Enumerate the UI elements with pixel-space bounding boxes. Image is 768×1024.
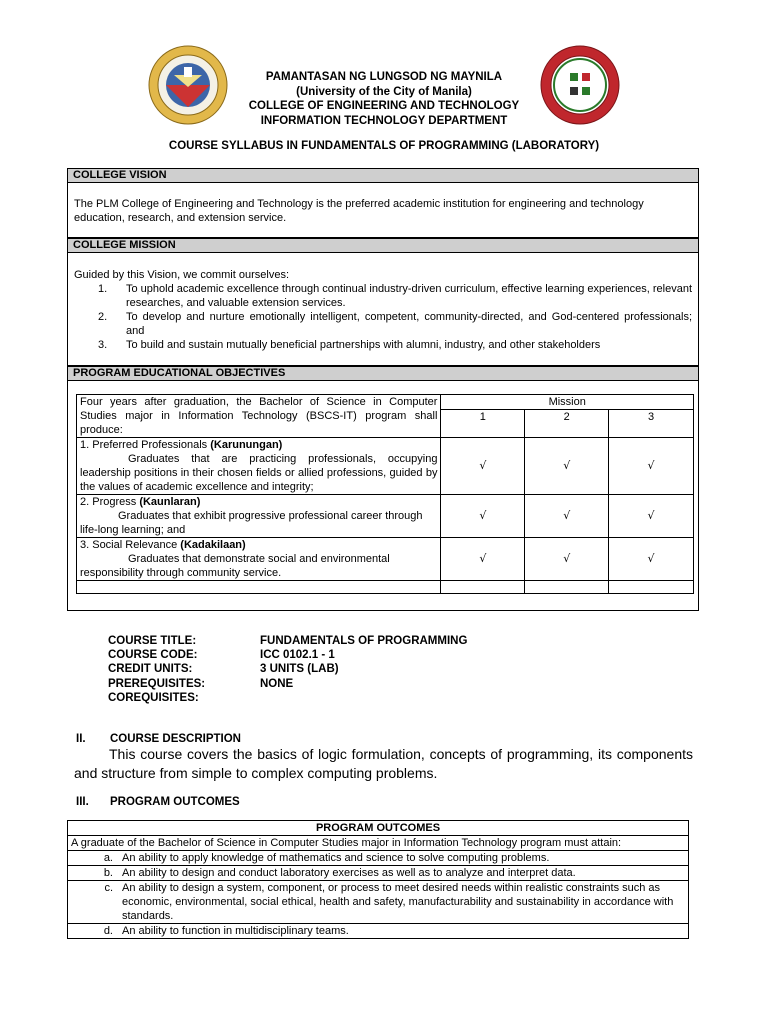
description-heading: II. COURSE DESCRIPTION: [76, 733, 241, 745]
outcomes-intro: A graduate of the Bachelor of Science in Computer Studies major in Information Technology program must attain:: [68, 836, 689, 851]
credit-units-value: 3 UNITS (LAB): [260, 663, 339, 676]
course-title-label: COURSE TITLE:: [108, 635, 197, 647]
letterhead: [0, 70, 768, 128]
mission-column-header: Mission: [441, 395, 694, 410]
university-name: PAMANTASAN NG LUNGSOD NG MAYNILA: [265, 71, 503, 83]
outcomes-heading: III. PROGRAM OUTCOMES: [76, 796, 240, 808]
mission-item: 1. To uphold academic excellence through continual industry-driven curriculum, effective learning experiences, relevant researches, and valuable extension services.: [98, 283, 692, 309]
table-row: a. An ability to apply knowledge of mathematics and science to solve computing problems.: [68, 851, 689, 866]
course-info: [108, 634, 467, 705]
vision-box: [67, 182, 699, 238]
table-row: [77, 438, 694, 495]
check-mark: √: [609, 438, 694, 495]
mission-col-3: 3: [609, 410, 694, 438]
prerequisites-value: NONE: [260, 677, 294, 690]
university-english-name: (University of the City of Manila): [296, 85, 472, 98]
check-mark: √: [525, 538, 609, 581]
course-title-value: FUNDAMENTALS OF PROGRAMMING: [260, 635, 468, 647]
check-mark: √: [525, 438, 609, 495]
check-mark: √: [441, 438, 525, 495]
peo-box: [67, 380, 699, 611]
outcomes-table-heading: PROGRAM OUTCOMES: [68, 821, 689, 836]
syllabus-title: COURSE SYLLABUS IN FUNDAMENTALS OF PROGRAMMING (LABORATORY): [168, 140, 600, 152]
peo-table: [76, 394, 694, 594]
mission-box: [67, 252, 699, 366]
peo-intro: Four years after graduation, the Bachelor of Science in Computer Studies major in Information Technology (BSCS-IT) program shall produce:: [77, 395, 441, 438]
table-row: c. An ability to design a system, component, or process to meet desired needs within realistic constraints such as economic, environmental, social ethical, health and safety, manufacturability and sustainability in accordance with standards.: [68, 881, 689, 924]
table-row: d. An ability to function in multidisciplinary teams.: [68, 924, 689, 939]
check-mark: √: [441, 495, 525, 538]
prerequisites-label: PREREQUISITES:: [108, 677, 206, 690]
college-name: COLLEGE OF ENGINEERING AND TECHNOLOGY: [248, 100, 520, 112]
vision-text: The PLM College of Engineering and Technology is the preferred academic institution for engineering and technology education, research, and extension service.: [74, 198, 644, 224]
department-name: INFORMATION TECHNOLOGY DEPARTMENT: [260, 114, 508, 127]
check-mark: √: [441, 538, 525, 581]
outcomes-table: [67, 820, 689, 939]
vision-heading: COLLEGE VISION: [67, 168, 699, 183]
mission-col-2: 2: [525, 410, 609, 438]
peo-heading: PROGRAM EDUCATIONAL OBJECTIVES: [67, 366, 699, 381]
description-text: This course covers the basics of logic formulation, concepts of programming, its components and structure from simple to complex computing problems.: [74, 746, 693, 781]
objective-1: 1. Preferred Professionals (Karunungan) Graduates that are practicing professionals, occupying leadership positions in their chosen fields or allied professions, guided by the values of academic excellence and integrity;: [77, 438, 441, 495]
mission-intro: Guided by this Vision, we commit ourselves:: [74, 269, 289, 281]
mission-heading: COLLEGE MISSION: [67, 238, 699, 253]
corequisites-label: COREQUISITES:: [108, 691, 199, 704]
mission-item: 2. To develop and nurture emotionally intelligent, competent, community-directed, and God-centered professionals; and: [98, 311, 692, 337]
table-row: [77, 495, 694, 538]
mission-item: 3. To build and sustain mutually beneficial partnerships with alumni, industry, and other stakeholders: [98, 339, 601, 351]
check-mark: √: [525, 495, 609, 538]
objective-2: 2. Progress (Kaunlaran) Graduates that exhibit progressive professional career through life-long learning; and: [77, 495, 441, 538]
course-code-value: ICC 0102.1 - 1: [260, 649, 335, 662]
check-mark: √: [609, 495, 694, 538]
objective-3: 3. Social Relevance (Kadakilaan) Graduates that demonstrate social and environmental responsibility through community service.: [77, 538, 441, 581]
mission-col-1: 1: [441, 410, 525, 438]
credit-units-label: CREDIT UNITS:: [108, 663, 193, 676]
table-row: [77, 538, 694, 581]
course-code-label: COURSE CODE:: [108, 649, 198, 662]
table-row: b. An ability to design and conduct laboratory exercises as well as to analyze and interpret data.: [68, 866, 689, 881]
check-mark: √: [609, 538, 694, 581]
table-row: [77, 581, 694, 594]
